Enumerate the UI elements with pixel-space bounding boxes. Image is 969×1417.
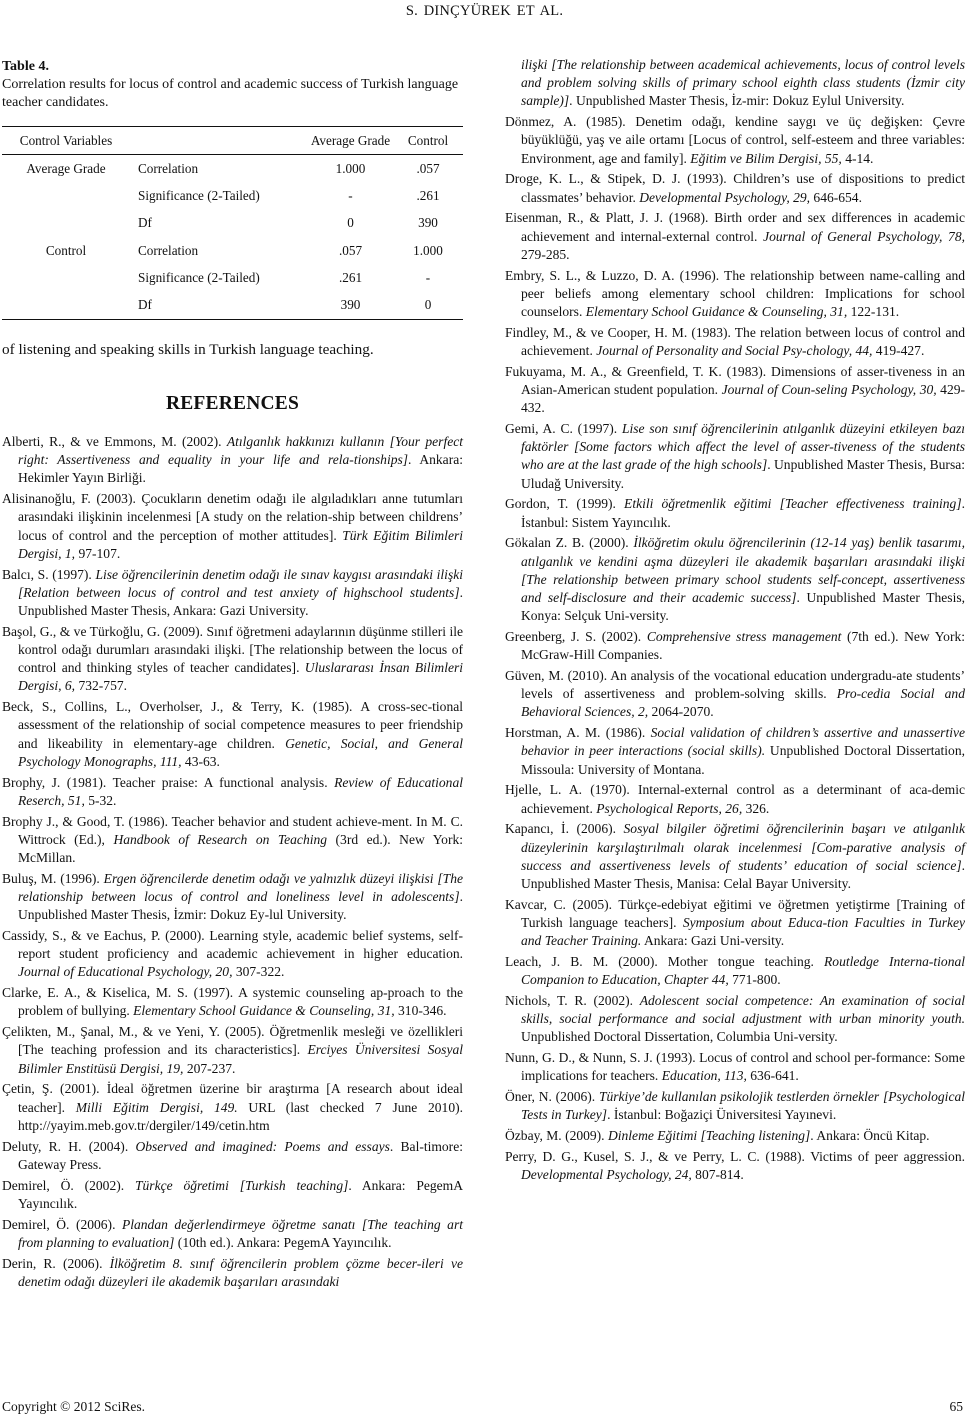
reference-continuation xyxy=(505,56,965,111)
reference-text: 207-237. xyxy=(183,1060,236,1076)
value-cell: - xyxy=(425,269,431,285)
reference-italic: Erciyes Üniversitesi Sosyal Bilimler Enstitüsü Dergisi, 19, xyxy=(18,1042,463,1076)
reference-text: 4-14. xyxy=(841,150,874,166)
reference-entry xyxy=(505,209,965,264)
reference-text: Unpublished Doctoral Dissertation, Columbia Uni-versity. xyxy=(521,1029,838,1045)
reference-text: Güven, M. (2010). An analysis of the vocational education undergradu-ate students’ levels of assertiveness and problem-solving skills. xyxy=(505,668,965,702)
reference-text: Çetin, Ş. (2001). İdeal öğretmen üzerine bir araştırma [A research about ideal teacher]. xyxy=(2,1081,463,1115)
reference-entry xyxy=(2,1255,463,1291)
reference-italic: Review of Educational Reserch, 51, xyxy=(18,774,463,808)
variable-cell: Control xyxy=(45,242,87,258)
reference-entry xyxy=(505,667,965,722)
header-cell xyxy=(130,127,308,155)
reference-text: . Ankara: Öncü Kitap. xyxy=(810,1128,930,1144)
reference-entry xyxy=(2,870,463,925)
reference-entry xyxy=(505,363,965,418)
reference-entry xyxy=(505,992,965,1047)
reference-text: 771-800. xyxy=(728,972,781,988)
reference-entry xyxy=(2,984,463,1020)
reference-text: Brophy, J. (1981). Teacher praise: A functional analysis. xyxy=(2,774,335,790)
reference-entry xyxy=(505,820,965,893)
reference-italic: Genetic, Social, and General Psychology Monographs, 111, xyxy=(18,735,463,769)
table-row xyxy=(2,237,463,264)
reference-text: Embry, S. L., & Luzzo, D. A. (1996). The relationship between name-calling and peer beliefs among elementary school children: Implications for school counselors. xyxy=(505,267,965,320)
reference-text: Greenberg, J. S. (2002). xyxy=(505,629,647,645)
reference-text: Buluş, M. (1996). xyxy=(2,870,104,886)
reference-text: Beck, S., Collins, L., Overholser, J., & Terry, K. (1985). A cross-sec-tional assessment of the relationship of social competence measures to peer friendship and likeability in elementary-age children. xyxy=(2,699,463,751)
reference-text: . Ankara: Hekimler Yayın Birliği. xyxy=(18,452,463,486)
value-cell: 1.000 xyxy=(413,242,443,258)
reference-text: Kavcar, C. (2005). Türkçe-edebiyat eğitimi ve öğretmen yetiştirme [Training of Turkish language teachers]. xyxy=(505,896,965,931)
reference-entry xyxy=(505,534,965,625)
reference-italic: Adolescent social competence: An examination of social skills, social performance and social adjustment with urban minority youth. xyxy=(521,993,965,1027)
reference-entry xyxy=(2,623,463,696)
reference-text: . Unpublished Master Thesis, İzmir: Dokuz Ey-lul University. xyxy=(18,889,463,923)
table-row xyxy=(2,210,463,237)
reference-text: Unpublished Doctoral Dissertation, Missoula: University of Montana. xyxy=(521,743,965,777)
reference-entry xyxy=(505,170,965,206)
reference-italic: Milli Eğitim Dergisi, 149. xyxy=(75,1099,238,1115)
references-list-right xyxy=(505,56,965,1187)
value-cell: 390 xyxy=(418,215,438,231)
reference-text: (3rd ed.). New York: McMillan. xyxy=(18,831,463,866)
header-cell: Control xyxy=(393,127,463,155)
reference-text: . İstanbul: Sistem Yayıncılık. xyxy=(521,496,965,530)
reference-entry xyxy=(505,420,965,493)
reference-text: . İstanbul: Boğaziçi Üniversitesi Yayınevi. xyxy=(607,1107,837,1123)
reference-entry xyxy=(2,490,463,563)
reference-text: . Unpublished Master Thesis, Ankara: Gazi University. xyxy=(18,584,463,619)
value-cell: .057 xyxy=(338,242,363,258)
references-heading: REFERENCES xyxy=(165,393,300,414)
reference-text: (7th ed.). New York: McGraw-Hill Companies. xyxy=(521,629,966,663)
reference-italic: Elementary School Guidance & Counseling, 31, xyxy=(585,304,848,320)
reference-text: Gökalan Z. B. (2000). xyxy=(505,535,634,551)
table-row xyxy=(2,264,463,291)
reference-text: 307-322. xyxy=(232,964,285,980)
variable-cell xyxy=(2,264,130,291)
reference-text: Droge, K. L., & Stipek, D. J. (1993). Children’s use of dispositions to predict classmates’ behavior. xyxy=(505,171,965,205)
statistic-cell: Significance (2-Tailed) xyxy=(138,269,260,285)
statistic-cell: Correlation xyxy=(138,242,199,258)
reference-entry xyxy=(505,1127,965,1145)
reference-text: 5-32. xyxy=(84,792,117,808)
reference-entry xyxy=(505,495,965,531)
reference-entry xyxy=(2,813,463,868)
value-cell: 390 xyxy=(308,291,393,319)
header-cell: Control Variables xyxy=(2,127,130,155)
value-cell: .261 xyxy=(416,187,440,203)
value-cell: .261 xyxy=(338,269,363,285)
reference-entry xyxy=(505,1049,965,1085)
statistic-cell: Correlation xyxy=(138,160,199,176)
body-text-continuation: of listening and speaking skills in Turkish language teaching. xyxy=(2,341,374,358)
table-header-row xyxy=(2,127,463,155)
reference-text: Brophy J., & Good, T. (1986). Teacher behavior and student achieve-ment. In M. C. Wittrock (Ed.), xyxy=(2,813,463,847)
reference-italic: Routledge Interna-tional Companion to Education, Chapter 44, xyxy=(521,954,966,988)
reference-text: Çelikten, M., Şanal, M., & ve Yeni, Y. (2005). Öğretmenlik mesleği ve özellikleri [The teaching profession and its characteristics]. xyxy=(2,1024,463,1058)
reference-italic: İlköğretim 8. sınıf öğrencilerin problem çözme becer-ileri ve denetim odağı düzeyleri ile akademik başarıları arasındaki xyxy=(18,1255,463,1289)
reference-entry xyxy=(2,1080,463,1135)
reference-italic: Comprehensive stress management xyxy=(646,629,842,645)
reference-italic: Journal of General Psychology, 78, xyxy=(763,228,965,244)
reference-text: Demirel, Ö. (2006). xyxy=(2,1216,122,1232)
reference-text: Derin, R. (2006). xyxy=(2,1255,110,1271)
variable-cell xyxy=(2,291,130,319)
reference-italic: Developmental Psychology, 29, xyxy=(639,189,811,205)
reference-entry xyxy=(2,927,463,982)
reference-text: Kapancı, İ. (2006). xyxy=(505,821,624,837)
reference-text: Eisenman, R., & Platt, J. J. (1968). Birth order and sex differences in academic achievement and internal-external control. xyxy=(505,210,965,244)
reference-text: Alberti, R., & ve Emmons, M. (2002). xyxy=(2,434,227,449)
reference-text: Hjelle, L. A. (1970). Internal-external control as a determinant of aca-demic achievement. xyxy=(505,782,965,816)
reference-text: 419-427. xyxy=(872,343,925,359)
value-cell: 0 xyxy=(347,215,354,231)
reference-text: Gemi, A. C. (1997). xyxy=(505,421,622,437)
reference-entry xyxy=(505,324,965,360)
reference-italic: Lise son sınıf öğrencilerinin atılganlık düzeyini etkileyen bazı faktörler [Some factors which affect the level of asser-tiveness of the students who are at the last grade of the high schools] xyxy=(521,421,965,473)
reference-entry xyxy=(2,698,463,771)
reference-text: . Unpublished Master Thesis, Bursa: Uludağ University. xyxy=(521,457,965,491)
reference-italic: Handbook of Research on Teaching xyxy=(113,831,328,847)
reference-text: Ankara: Gazi Uni-versity. xyxy=(641,933,785,949)
reference-italic: Ergen öğrencilerde denetim odağı ve yalnızlık düzeyi ilişkisi [The relationship between locus of control and loneliness level in adolescents] xyxy=(18,870,463,905)
reference-text: 43-63. xyxy=(181,753,220,769)
statistic-cell: Significance (2-Tailed) xyxy=(138,187,260,203)
correlation-table xyxy=(2,126,463,320)
reference-italic: Psychological Reports, 26, xyxy=(596,800,743,816)
reference-italic: Atılganlık hakkınızı kullanın [Your perfect right: Assertiveness and equality in your life and rela-tionships] xyxy=(18,434,463,468)
table-4 xyxy=(2,58,463,313)
statistic-cell: Df xyxy=(130,291,308,319)
reference-italic: Pro-cedia Social and Behavioral Sciences, 2, xyxy=(521,686,965,720)
reference-entry xyxy=(505,628,965,664)
variable-cell: Average Grade xyxy=(26,160,106,176)
reference-italic: Eğitim ve Bilim Dergisi, 55, xyxy=(690,150,842,166)
reference-text: . Unpublished Master Thesis, İz-mir: Dokuz Eylul University. xyxy=(569,93,905,109)
reference-text: Nunn, G. D., & Nunn, S. J. (1993). Locus of control and school per-formance: Some implications for teachers. xyxy=(505,1050,965,1084)
reference-text: Clarke, E. A., & Kiselica, M. S. (1997). A systemic counseling ap-proach to the problem of bullying. xyxy=(2,985,463,1019)
reference-entry xyxy=(505,896,965,951)
reference-text: Findley, M., & ve Cooper, H. M. (1983). The relation between locus of control and achievement. xyxy=(505,324,965,359)
value-cell: 0 xyxy=(393,291,463,319)
reference-text: Dönmez, A. (1985). Denetim odağı, kendine saygı ve üç değişken: Çevre büyüklüğü, yaş ve aile ortamı [Locus of control, self-esteem and three variables: Environment, age and family]. xyxy=(505,114,965,166)
reference-text: 2064-2070. xyxy=(648,704,714,720)
reference-italic: Lise öğrencilerinin denetim odağı ile sınav kaygısı arasındaki ilişki [Relation between locus of control and test anxiety of highschool students] xyxy=(18,566,463,600)
reference-italic: Sosyal bilgiler öğretimi öğrencilerinin başarı ve atılganlık düzeylerinin karşılaştırılmalı olarak incelenmesi [Com-parative analysis of success and assertiveness levels of students’ education of social science] xyxy=(521,821,965,873)
reference-entry xyxy=(2,433,463,488)
reference-italic: ilişki [The relationship between academical achievements, locus of control levels and problem solving skills of primary school eighth class students (İzmir city sample)] xyxy=(521,57,965,109)
variable-cell xyxy=(2,182,130,209)
reference-text: 429-432. xyxy=(521,382,966,416)
variable-cell xyxy=(2,210,130,237)
reference-italic: Uluslararası İnsan Bilimleri Dergisi, 6, xyxy=(18,660,464,694)
reference-italic: Etkili öğretmenlik eğitimi [Teacher effectiveness training] xyxy=(624,496,962,512)
reference-entry xyxy=(505,781,965,817)
reference-entry xyxy=(505,724,965,779)
reference-text: Nichols, T. R. (2002). xyxy=(505,993,640,1009)
reference-entry xyxy=(2,566,463,621)
reference-italic: Plandan değerlendirmeye öğretme sanatı [The teaching art from planning to evaluation] xyxy=(18,1216,463,1250)
reference-text: Alisinanoğlu, F. (2003). Çocukların denetim odağı ile algıladıkları anne tutumları arasındaki ilişkinin incelenmesi [A study on the relation-ship between childrens’ locus of control and the perception of mother attitudes]. xyxy=(2,491,463,543)
reference-italic: Dinleme Eğitimi [Teaching listening] xyxy=(607,1128,811,1144)
reference-text: Balcı, S. (1997). xyxy=(2,566,96,582)
running-head: S. DINÇYÜREK ET AL. xyxy=(405,3,564,19)
reference-entry xyxy=(2,1138,463,1174)
reference-text: . Unpublished Master Thesis, Konya: Selçuk Uni-versity. xyxy=(521,590,965,624)
reference-text: Deluty, R. H. (2004). xyxy=(2,1138,136,1154)
reference-italic: Journal of Coun-seling Psychology, 30, xyxy=(721,382,937,398)
reference-italic: Social validation of children’s assertive and unassertive behavior in peer interactions (social skills). xyxy=(521,725,965,759)
reference-text: 122-131. xyxy=(847,304,900,320)
reference-text: Cassidy, S., & ve Eachus, P. (2000). Learning style, academic belief systems, self-report student proficiency and academic achievement in higher education. xyxy=(2,928,463,962)
reference-entry xyxy=(2,774,463,810)
reference-italic: Observed and imagined: Poems and essays xyxy=(135,1138,390,1154)
table-title: Table 4. xyxy=(2,59,49,74)
reference-italic: Journal of Personality and Social Psy-chology, 44, xyxy=(596,343,873,359)
reference-italic: Türkçe öğretimi [Turkish teaching] xyxy=(134,1177,349,1193)
statistic-cell: Df xyxy=(138,215,152,231)
reference-italic: Symposium about Educa-tion Faculties in Turkey and Teacher Training. xyxy=(521,915,966,949)
table-row xyxy=(2,291,463,319)
reference-italic: Elementary School Guidance & Counseling, 31, xyxy=(133,1003,395,1019)
reference-text: 636-641. xyxy=(746,1068,799,1084)
references-list-left xyxy=(2,433,463,1294)
reference-text: Perry, D. G., Kusel, S. J., & ve Perry, L. C. (1988). Victims of peer aggression. xyxy=(505,1149,965,1165)
value-cell: - xyxy=(348,187,353,203)
reference-text: Başol, G., & ve Türkoğlu, G. (2009). Sınıf öğretmeni adaylarının düşünme stilleri ile kontrol odağı durumları arasındaki ilişki. [The relationship between the locus of control and thinking styles of teacher candidates]. xyxy=(2,623,463,676)
reference-entry xyxy=(505,1148,965,1184)
page-number: 65 xyxy=(949,1399,963,1414)
reference-entry xyxy=(505,1088,965,1124)
reference-text: 279-285. xyxy=(521,246,570,262)
reference-text: Horstman, A. M. (1986). xyxy=(505,725,651,741)
reference-text: . Unpublished Master Thesis, Manisa: Celal Bayar University. xyxy=(521,857,965,892)
reference-text: URL (last checked 7 June 2010). http://yayim.meb.gov.tr/dergiler/149/cetin.htm xyxy=(18,1099,464,1133)
table-caption: Correlation results for locus of control and academic success of Turkish language teacher candidates. xyxy=(2,77,459,110)
reference-text: Fukuyama, M. A., & Greenfield, T. K. (1983). Dimensions of asser-tiveness in an Asian-American student population. xyxy=(505,363,965,398)
copyright: Copyright © 2012 SciRes. xyxy=(2,1399,146,1414)
reference-italic: Türkiye’de kullanılan psikolojik testlerden örnekler [Psychological Tests in Turkey] xyxy=(521,1089,965,1123)
reference-text: (10th ed.). Ankara: PegemA Yayıncılık. xyxy=(174,1234,392,1250)
reference-italic: Journal of Educational Psychology, 20, xyxy=(18,964,233,980)
reference-text: Özbay, M. (2009). xyxy=(505,1128,608,1144)
reference-italic: İlköğretim okulu öğrencilerinin (12-14 yaş) benlik tasarımı, atılganlık ve kendini aşma düzeyleri ile akademik başarıları arasındaki ilişki [The relationship between primary school students self-concept, assertiveness and self-disclosure and their academic success] xyxy=(521,535,965,606)
table-row xyxy=(2,155,463,183)
reference-entry xyxy=(2,1177,463,1213)
value-cell: 1.000 xyxy=(335,160,366,176)
reference-text: . Ankara: PegemA Yayıncılık. xyxy=(18,1177,464,1211)
table-row xyxy=(2,182,463,209)
reference-text: Öner, N. (2006). xyxy=(505,1089,599,1105)
reference-entry xyxy=(2,1023,463,1078)
reference-text: 310-346. xyxy=(394,1003,447,1019)
reference-text: 732-757. xyxy=(75,678,128,694)
reference-text: 97-107. xyxy=(75,545,121,561)
reference-italic: Developmental Psychology, 24, xyxy=(521,1167,692,1183)
reference-entry xyxy=(505,953,965,989)
reference-italic: Türk Eğitim Bilimleri Dergisi, 1, xyxy=(18,527,463,561)
reference-text: 646-654. xyxy=(810,189,862,205)
reference-italic: Education, 113, xyxy=(661,1068,747,1084)
reference-entry xyxy=(505,267,965,322)
reference-entry xyxy=(505,113,965,168)
reference-text: 326. xyxy=(742,800,770,816)
reference-text: . Bal-timore: Gateway Press. xyxy=(18,1138,463,1172)
reference-entry xyxy=(2,1216,463,1252)
header-cell: Average Grade xyxy=(308,127,393,155)
value-cell: .057 xyxy=(416,160,440,176)
reference-text: Gordon, T. (1999). xyxy=(505,496,625,512)
reference-text: 807-814. xyxy=(691,1167,744,1183)
reference-text: Leach, J. B. M. (2000). Mother tongue teaching. xyxy=(505,954,825,970)
reference-text: Demirel, Ö. (2002). xyxy=(2,1177,135,1193)
